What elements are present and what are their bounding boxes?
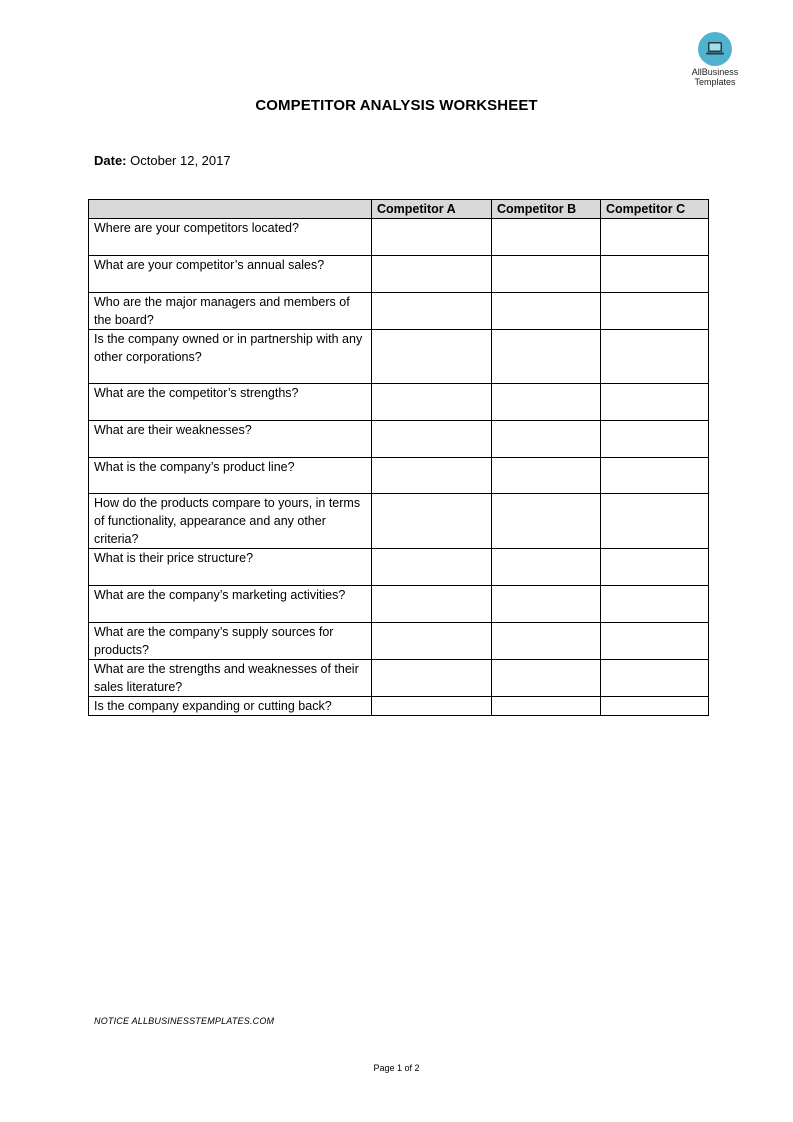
competitor-b-cell[interactable]: [492, 384, 601, 421]
competitor-c-cell[interactable]: [601, 458, 709, 494]
competitor-b-cell[interactable]: [492, 219, 601, 256]
competitor-c-cell[interactable]: [601, 384, 709, 421]
table-row: [89, 623, 709, 660]
logo-line-2: Templates: [694, 77, 736, 87]
competitor-c-cell[interactable]: [601, 623, 709, 660]
question-cell: Is the company expanding or cutting back?: [89, 697, 372, 716]
competitor-b-cell[interactable]: [492, 586, 601, 623]
competitor-a-cell[interactable]: [372, 660, 492, 697]
question-cell: What are your competitor’s annual sales?: [89, 256, 372, 293]
competitor-a-cell[interactable]: [372, 458, 492, 494]
table-row: [89, 293, 709, 330]
table-row: [89, 458, 709, 494]
competitor-c-cell[interactable]: [601, 421, 709, 458]
competitor-b-cell[interactable]: [492, 421, 601, 458]
competitor-b-cell[interactable]: [492, 697, 601, 716]
question-cell: How do the products compare to yours, in terms of functionality, appearance and any other criteria?: [89, 494, 372, 549]
question-cell: What are the competitor’s strengths?: [89, 384, 372, 421]
competitor-b-cell[interactable]: [492, 494, 601, 549]
table-row: [89, 494, 709, 549]
question-cell: What are the company’s supply sources for products?: [89, 623, 372, 660]
laptop-icon: [698, 32, 732, 66]
competitor-b-cell[interactable]: [492, 256, 601, 293]
competitor-a-cell[interactable]: [372, 623, 492, 660]
competitor-c-cell[interactable]: [601, 586, 709, 623]
competitor-b-cell[interactable]: [492, 623, 601, 660]
competitor-a-cell[interactable]: [372, 586, 492, 623]
table-row: [89, 660, 709, 697]
worksheet-table: [88, 199, 709, 716]
competitor-a-cell[interactable]: [372, 421, 492, 458]
competitor-b-cell[interactable]: [492, 660, 601, 697]
question-cell: What are their weaknesses?: [89, 421, 372, 458]
competitor-c-cell[interactable]: [601, 256, 709, 293]
question-cell: Is the company owned or in partnership with any other corporations?: [89, 330, 372, 384]
competitor-c-cell[interactable]: [601, 330, 709, 384]
competitor-c-cell[interactable]: [601, 549, 709, 586]
brand-logo: [680, 32, 750, 87]
competitor-b-cell[interactable]: [492, 458, 601, 494]
competitor-c-cell[interactable]: [601, 293, 709, 330]
table-header-row: [89, 200, 709, 219]
competitor-b-cell[interactable]: [492, 549, 601, 586]
page-title: COMPETITOR ANALYSIS WORKSHEET: [255, 97, 538, 114]
competitor-c-cell[interactable]: [601, 494, 709, 549]
competitor-a-cell[interactable]: [372, 697, 492, 716]
table-row: [89, 330, 709, 384]
header-competitor-b: Competitor B: [492, 200, 601, 219]
table-row: [89, 549, 709, 586]
table-row: [89, 421, 709, 458]
competitor-a-cell[interactable]: [372, 549, 492, 586]
competitor-c-cell[interactable]: [601, 660, 709, 697]
footer-notice: NOTICE ALLBUSINESSTEMPLATES.COM: [94, 1016, 275, 1026]
table-row: [89, 586, 709, 623]
competitor-a-cell[interactable]: [372, 494, 492, 549]
logo-line-1: AllBusiness: [691, 67, 739, 77]
question-cell: What are the company’s marketing activities?: [89, 586, 372, 623]
table-row: [89, 219, 709, 256]
competitor-c-cell[interactable]: [601, 697, 709, 716]
competitor-b-cell[interactable]: [492, 293, 601, 330]
question-cell: What are the strengths and weaknesses of their sales literature?: [89, 660, 372, 697]
competitor-a-cell[interactable]: [372, 256, 492, 293]
header-competitor-c: Competitor C: [601, 200, 709, 219]
question-cell: What is the company’s product line?: [89, 458, 372, 494]
table-row: [89, 384, 709, 421]
date-label: Date:: [94, 153, 127, 168]
table-row: [89, 697, 709, 716]
date-line: [94, 153, 231, 168]
date-value: October 12, 2017: [130, 153, 231, 168]
competitor-a-cell[interactable]: [372, 384, 492, 421]
competitor-b-cell[interactable]: [492, 330, 601, 384]
question-cell: Who are the major managers and members of the board?: [89, 293, 372, 330]
competitor-a-cell[interactable]: [372, 219, 492, 256]
logo-text: [680, 67, 750, 87]
table-row: [89, 256, 709, 293]
competitor-a-cell[interactable]: [372, 330, 492, 384]
competitor-c-cell[interactable]: [601, 219, 709, 256]
question-cell: Where are your competitors located?: [89, 219, 372, 256]
page-number: Page 1 of 2: [373, 1063, 420, 1073]
header-question: [89, 200, 372, 219]
header-competitor-a: Competitor A: [372, 200, 492, 219]
question-cell: What is their price structure?: [89, 549, 372, 586]
competitor-a-cell[interactable]: [372, 293, 492, 330]
